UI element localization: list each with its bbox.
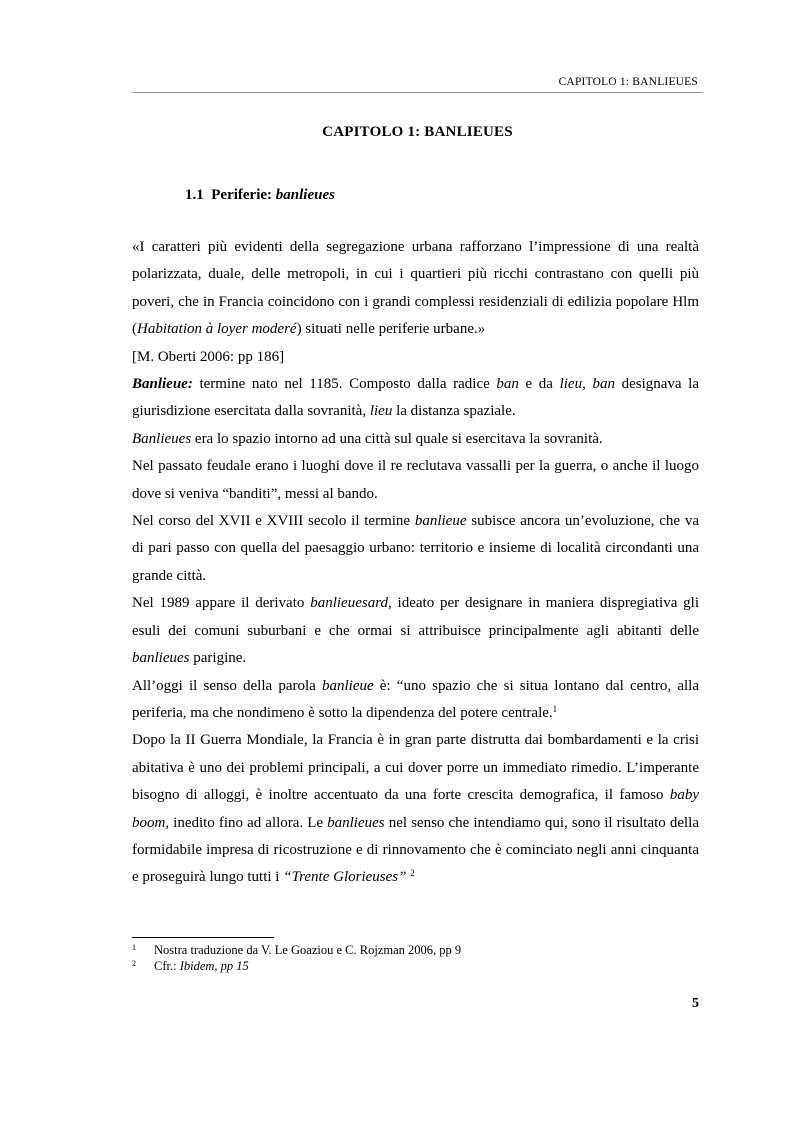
section-title-italic: banlieues bbox=[275, 187, 335, 203]
footnote-number: 1 bbox=[132, 943, 136, 952]
footnote-text: Cfr.: Ibidem, pp 15 bbox=[154, 959, 249, 973]
footnote-ref-2[interactable]: 2 bbox=[410, 868, 415, 879]
footnote-number: 2 bbox=[132, 959, 136, 968]
paragraph-citation: [M. Oberti 2006: pp 186] bbox=[132, 348, 285, 365]
page-number: 5 bbox=[692, 996, 699, 1011]
running-header: CAPITOLO 1: BANLIEUES bbox=[558, 76, 698, 88]
paragraph-definition: Banlieue: termine nato nel 1185. Composto dalla radice ban e da lieu, ban designava la giurisdizione esercitata dalla sovranità, lieu la distanza spaziale. bbox=[132, 376, 699, 420]
footnotes bbox=[132, 942, 699, 974]
header-rule bbox=[132, 92, 703, 93]
paragraph-evolution: Nel corso del XVII e XVIII secolo il termine banlieue subisce ancora un’evoluzione, che va di pari passo con quella del paesaggio urbano: territorio e insieme di località circondanti una grande città. bbox=[132, 513, 700, 584]
section-title-text: Periferie: bbox=[211, 187, 276, 203]
paragraph-feudal: Nel passato feudale erano i luoghi dove il re reclutava vassalli per la guerra, o anche il luogo dove si veniva “banditi”, messi al bando. bbox=[132, 458, 699, 502]
paragraph-banlieues: Banlieues era lo spazio intorno ad una città sul quale si esercitava la sovranità. bbox=[132, 430, 603, 447]
footnote-ref-1[interactable]: 1 bbox=[552, 703, 558, 714]
paragraph-modern-sense: All’oggi il senso della parola banlieue è: “uno spazio che si situa lontano dal centro, alla periferia, ma che nondimeno è sotto la dipendenza del potere centrale.$^1$ bbox=[132, 677, 699, 721]
body-text bbox=[132, 234, 699, 892]
chapter-title: CAPITOLO 1: BANLIEUES bbox=[322, 124, 513, 140]
footnote-text: Nostra traduzione da V. Le Goaziou e C. Rojzman 2006, pp 9 bbox=[154, 943, 462, 957]
footnote-rule bbox=[132, 937, 274, 938]
paragraph-postwar: Dopo la II Guerra Mondiale, la Francia è in gran parte distrutta dai bombardamenti e la crisi abitativa è uno dei problemi principali, a cui dover porre un immediato rimedio. L’imperante bisogno di alloggi, è inoltre accentuato da una forte crescita demografica, il famoso baby boom, inedito fino ad allora. Le banlieues nel senso che intendiamo qui, sono il risultato della formidabile impresa di ricostruzione e di rinnovamento che è cominciato negli anni cinquanta e proseguirà lungo tutti i “Trente Glorieuses” $^2$ bbox=[132, 732, 700, 886]
footnote-1 bbox=[132, 942, 699, 958]
section-title bbox=[185, 187, 335, 204]
paragraph-quote: «I caratteri più evidenti della segregazione urbana rafforzano l’impressione di una realtà polarizzata, duale, delle metropoli, in cui i quartieri più ricchi contrastano con quelli più poveri, che in Francia coincidono con i grandi complessi residenziali di edilizia popolare Hlm (Habitation à loyer moderé) situati nelle periferie urbane.» bbox=[132, 239, 699, 338]
paragraph-banlieuesard: Nel 1989 appare il derivato banlieuesard, ideato per designare in maniera dispregiativa gli esuli dei comuni suburbani e che ormai si attribuisce principalmente agli abitanti delle banlieues parigine. bbox=[132, 595, 700, 667]
footnote-2 bbox=[132, 958, 699, 974]
section-number: 1.1 bbox=[185, 187, 204, 203]
